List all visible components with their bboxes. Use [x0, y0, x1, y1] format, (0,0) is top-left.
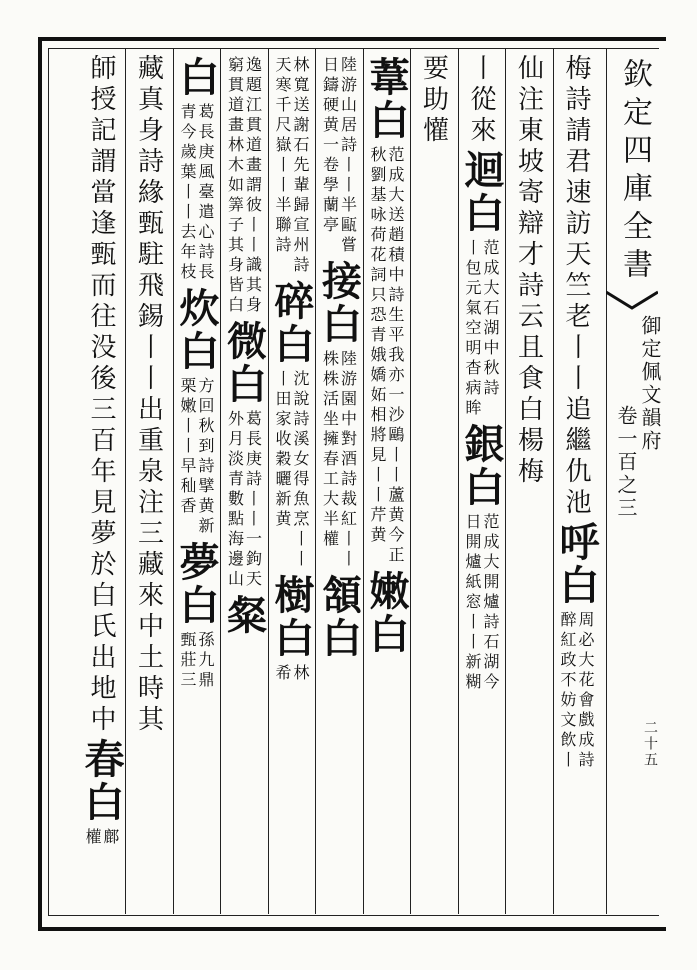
column-text: 丨丨追繼仇池 [561, 333, 591, 519]
annotation-right: 陸游園中對酒詩裁紅丨丨 [338, 350, 358, 570]
annotation-pair [227, 410, 261, 590]
annotation-left: 丨田家收穀曬新黄 [273, 370, 292, 530]
annotation-right: 林 [291, 664, 310, 684]
text-column [129, 54, 169, 914]
annotation-left: 青今歲葉丨丨去年枝 [178, 103, 197, 283]
annotation-right: 陸游山居詩丨丨半甌嘗 [338, 56, 358, 256]
entry-heading: 迴白 [458, 149, 505, 235]
annotation-pair [84, 828, 118, 848]
annotation-right: 林寬送謝石先輩歸宣州詩 [291, 56, 310, 276]
volume-number: 卷一百之三 [614, 405, 638, 520]
annotation-right: 孫九鼎 [196, 631, 215, 691]
column-text: 丨從來 [466, 54, 496, 147]
text-column [173, 54, 220, 914]
annotation-left: 日鑄硬黄一卷學蘭亭 [320, 56, 340, 236]
page-number: 二十五 [642, 720, 658, 768]
column-text: 師授記謂當逢甄而往没後三百年見夢於白氏出地中 [86, 54, 116, 736]
annotation-right: 范成大送趙積中詩生平我亦一沙鷗丨丨蘆黄今正 [386, 146, 405, 566]
annotation-left: 希 [273, 664, 292, 684]
annotation-pair [559, 611, 593, 771]
annotation-pair [464, 239, 498, 419]
column-rule [125, 48, 126, 914]
annotation-left: 醉紅政不妨文飲丨 [558, 611, 577, 771]
column-text: 藏真身詩緣甄駐飛錫丨丨出重泉注三藏來中土時其 [133, 54, 164, 736]
book-title: 御定佩文韻府 [638, 315, 662, 453]
annotation-left: 丨包元氣空明杳病眸 [463, 239, 482, 419]
annotation-left: 甄莊三 [178, 631, 197, 691]
entry-heading: 夢白 [173, 541, 220, 627]
entry-heading: 嫩白 [363, 570, 410, 656]
annotation-pair [179, 377, 213, 537]
annotation-right: 范成大石湖中秋詩 [481, 239, 500, 399]
annotation-pair [322, 56, 356, 256]
text-column [414, 54, 454, 914]
margin-rule [606, 48, 607, 914]
annotation-right: 沈說詩溪女得魚烹丨丨 [291, 370, 310, 570]
annotation-pair [274, 664, 308, 684]
annotation-right: 方回秋到詩擘黄新 [196, 377, 215, 537]
column-rule [553, 48, 554, 914]
annotation-pair [179, 103, 213, 283]
annotation-right: 范成大開爐詩石湖今 [481, 513, 500, 693]
column-rule [220, 48, 221, 914]
fish-tail-mark-icon [606, 290, 658, 310]
entry-heading: 粲 [220, 594, 268, 637]
annotation-left: 窮貫道畫林木如筭子其身皆白 [225, 56, 245, 316]
annotation-right: 逸題江貫道畫謂彼丨丨識其身 [243, 56, 263, 316]
series-title: 欽定四庫全書 [617, 58, 652, 286]
column-rule [410, 48, 411, 914]
annotation-pair [274, 370, 308, 570]
annotation-left: 外月淡青數點海邊山 [225, 410, 245, 590]
text-column [363, 54, 410, 914]
annotation-right: 周必大花會戲成詩 [576, 611, 595, 771]
column-rule [505, 48, 506, 914]
annotation-left: 株株活坐擁春工大半權 [320, 350, 340, 550]
annotation-pair [322, 350, 356, 570]
column-text: 仙注東坡寄辯才詩云且食白楊梅 [513, 54, 544, 488]
entry-heading: 樹白 [268, 574, 315, 660]
annotation-right: 葛長庚風臺遣心詩長 [196, 103, 215, 283]
annotation-pair [227, 56, 261, 316]
entry-heading: 春白 [78, 738, 125, 824]
annotation-pair [274, 56, 308, 276]
annotation-left: 天寒千尺嶽丨丨半聯詩 [273, 56, 292, 256]
text-column [78, 54, 125, 914]
annotation-pair [369, 146, 403, 566]
annotation-left: 權 [83, 828, 102, 848]
entry-heading: 呼白 [553, 521, 600, 607]
entry-heading: 葦白 [363, 56, 410, 142]
annotation-pair [179, 631, 213, 691]
annotation-left: 栗嫩丨丨早秈香 [178, 377, 197, 517]
annotation-pair [464, 513, 498, 693]
column-rule [363, 48, 364, 914]
column-rule [458, 48, 459, 914]
entry-heading: 微白 [220, 320, 268, 406]
annotation-left: 日開爐紙窓丨丨新糊 [463, 513, 482, 693]
entry-heading: 銀白 [458, 423, 505, 509]
column-rule [315, 48, 316, 914]
text-column [458, 54, 505, 914]
text-column [509, 54, 549, 914]
column-text: 要助懽 [418, 54, 449, 147]
column-rule [268, 48, 269, 914]
annotation-right: 葛長庚詩丨丨一鉤天 [243, 410, 263, 590]
entry-heading: 接白 [315, 260, 363, 346]
annotation-left: 秋劉基咏荷花詞只恐青娥嬌妬相將見丨丨芹黄 [368, 146, 387, 546]
text-column [553, 54, 600, 914]
entry-heading: 頷白 [315, 574, 363, 660]
column-text: 梅詩請君速訪天竺老 [561, 54, 591, 333]
entry-heading: 白 [173, 56, 220, 99]
entry-heading: 碎白 [268, 280, 315, 366]
annotation-right: 鄜 [101, 828, 120, 848]
text-column [268, 54, 315, 914]
text-column [315, 54, 363, 914]
text-column [220, 54, 268, 914]
column-rule [173, 48, 174, 914]
entry-heading: 炊白 [173, 287, 220, 373]
